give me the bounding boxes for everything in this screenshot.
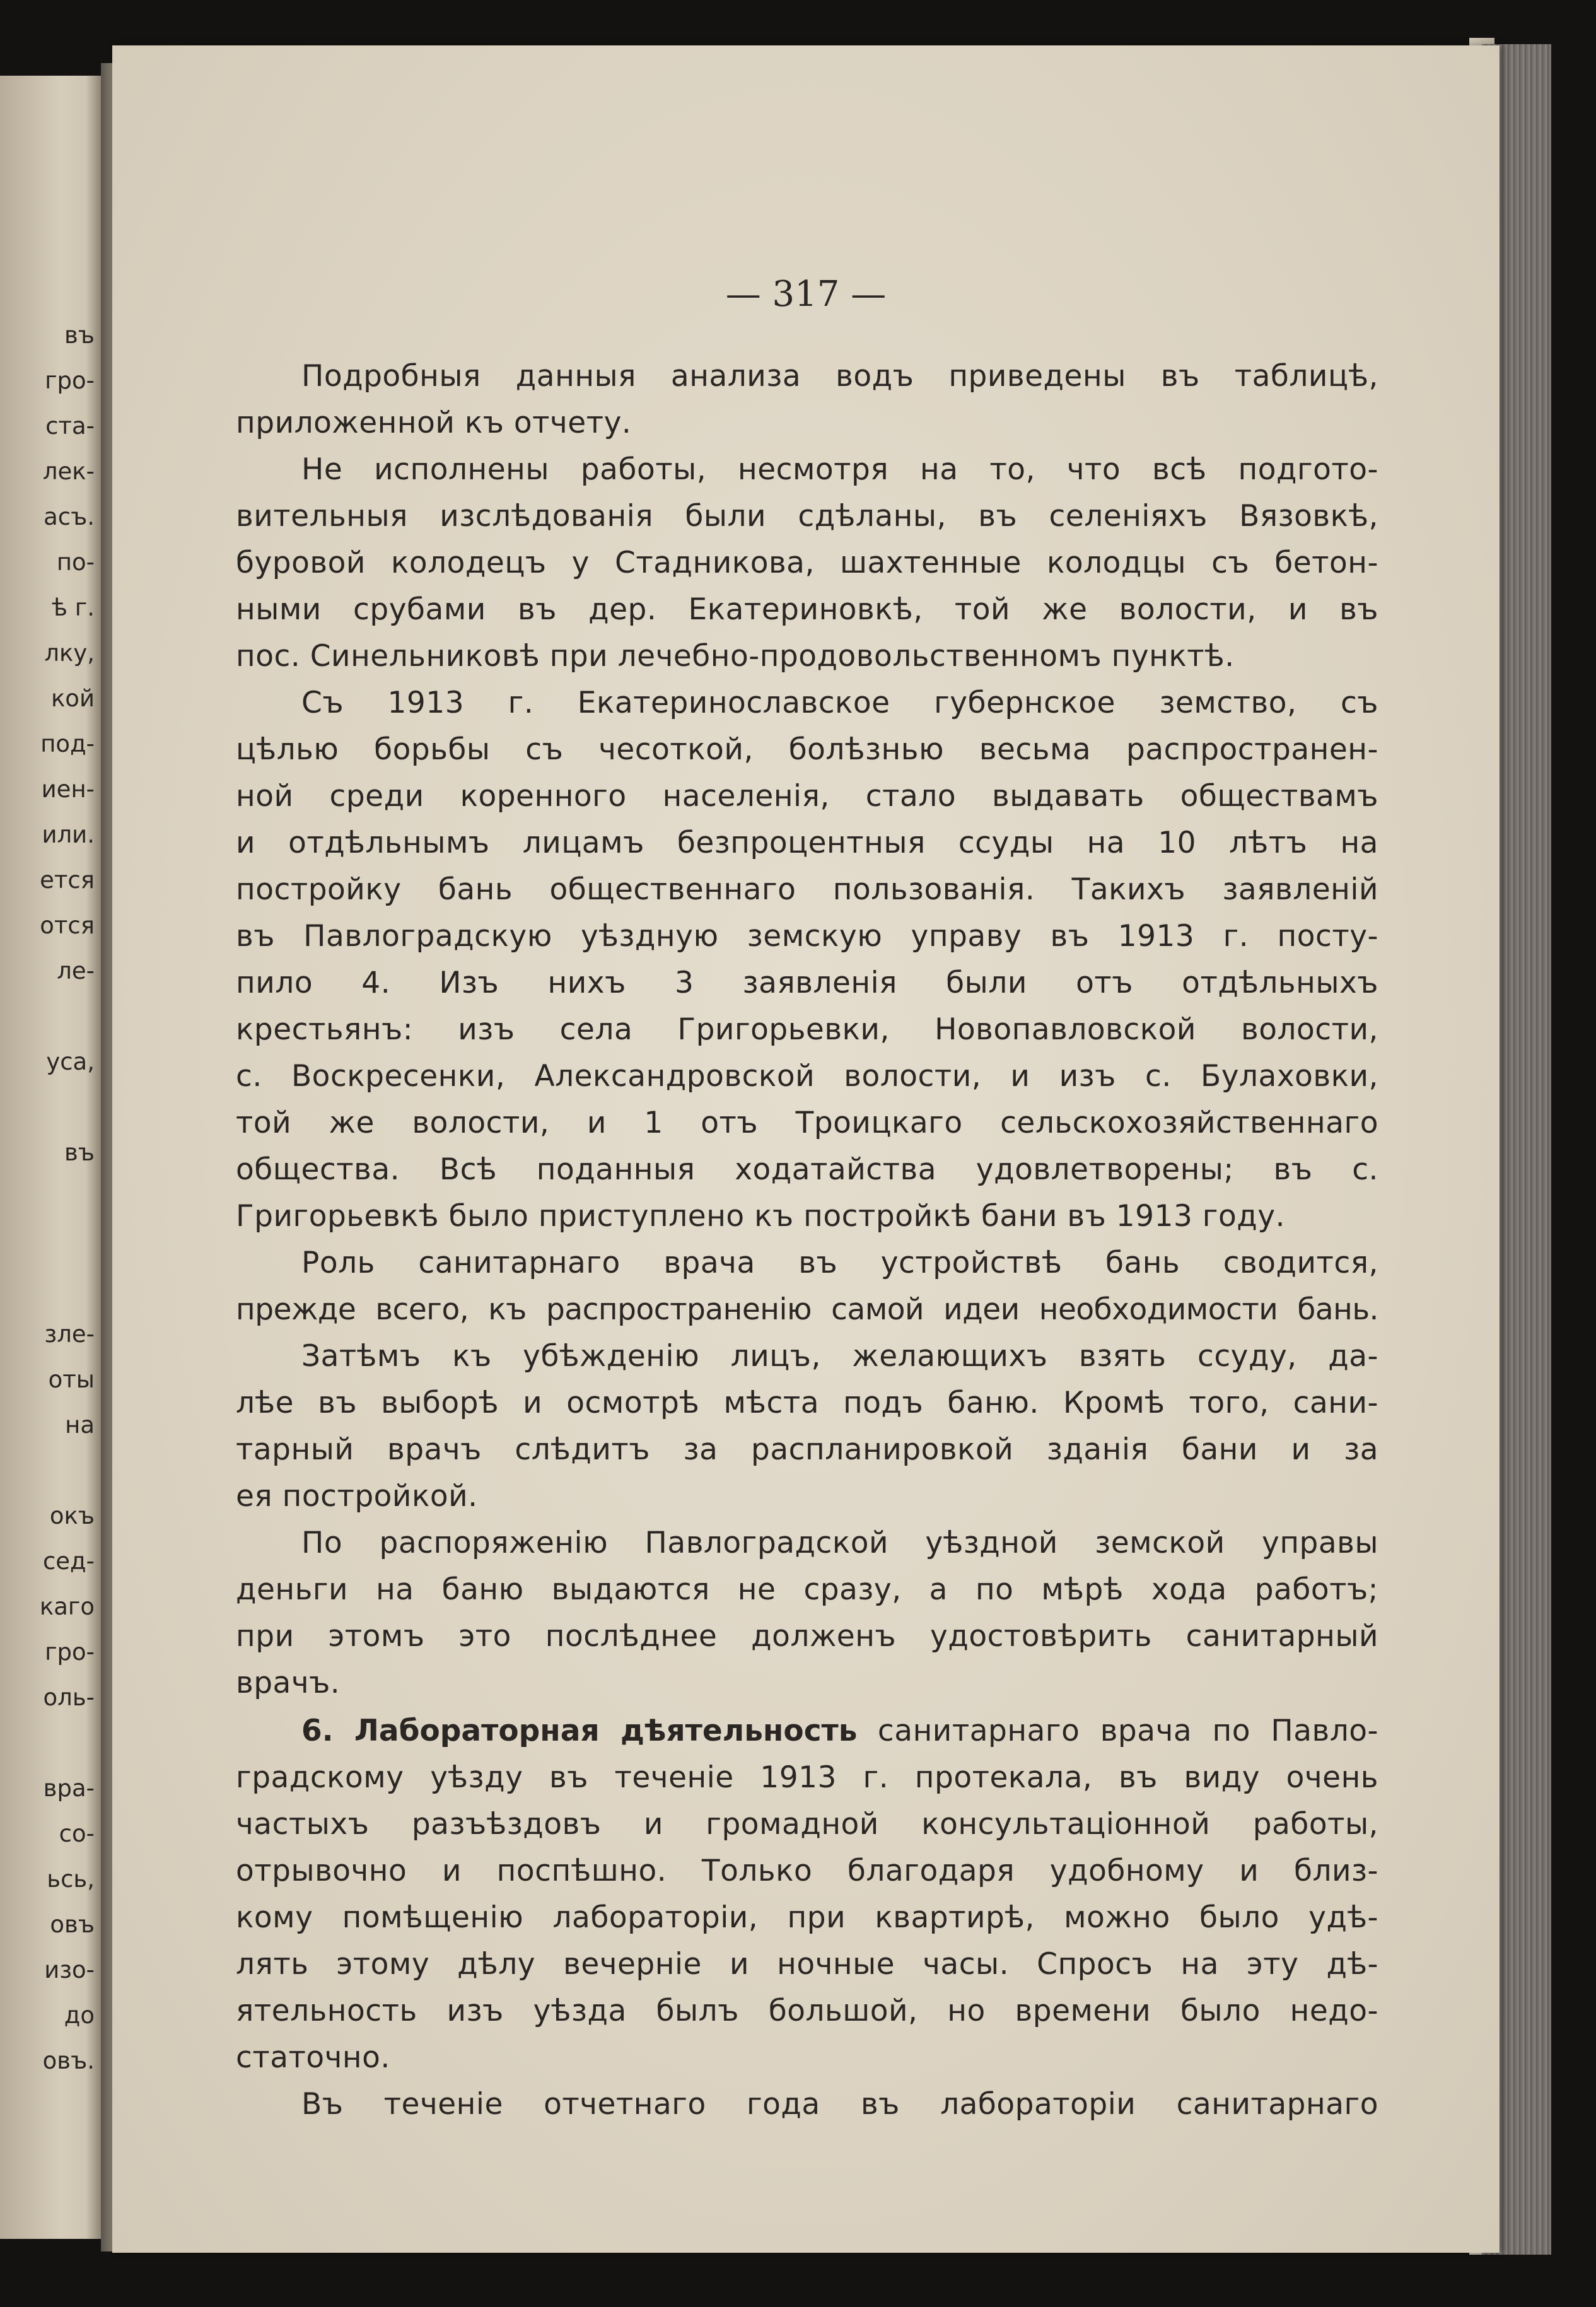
- text-line: лять этому дѣлу вечерніе и ночные часы. Спросъ на эту дѣ-: [236, 1947, 1378, 1982]
- left-fragment: ьсь,: [47, 1866, 95, 1893]
- text-line: той же волости, и 1 отъ Троицкаго сельскохозяйственнаго: [236, 1106, 1378, 1140]
- left-fragment: лку,: [44, 640, 95, 667]
- left-fragment: уса,: [46, 1048, 95, 1075]
- text-line: Не исполнены работы, несмотря на то, что всѣ подгото-: [301, 452, 1378, 487]
- text-line: деньги на баню выдаются не сразу, а по мѣрѣ хода работъ;: [236, 1572, 1378, 1607]
- left-fragment: ста-: [45, 412, 95, 440]
- text-line: с. Воскресенки, Александровской волости, и изъ с. Булаховки,: [236, 1059, 1378, 1094]
- text-line: градскому уѣзду въ теченіе 1913 г. протекала, въ виду очень: [236, 1760, 1378, 1795]
- section-heading-line: [301, 1709, 1378, 1753]
- text-line: ея постройкой.: [236, 1479, 478, 1514]
- text-line: крестьянъ: изъ села Григорьевки, Новопавловской волости,: [236, 1012, 1378, 1047]
- left-fragment: оль-: [43, 1684, 95, 1711]
- text-line: постройку бань общественнаго пользованія. Такихъ заявленій: [236, 872, 1378, 907]
- left-fragment: гро-: [45, 1638, 95, 1666]
- text-line: пос. Синельниковѣ при лечебно-продовольственномъ пунктѣ.: [236, 639, 1235, 674]
- left-fragment: на: [65, 1411, 95, 1439]
- left-fragment: ѣ г.: [52, 594, 95, 621]
- left-fragment: овъ.: [42, 2047, 95, 2074]
- text-line: цѣлью борьбы съ чесоткой, болѣзнью весьма распространен-: [236, 732, 1378, 767]
- left-fragment: иен-: [41, 776, 95, 803]
- text-line: ной среди коренного населенія, стало выдавать обществамъ: [236, 779, 1378, 814]
- text-line: лѣе въ выборѣ и осмотрѣ мѣста подъ баню. Кромѣ того, сани-: [236, 1386, 1378, 1420]
- left-fragment: асъ.: [44, 503, 95, 530]
- left-fragment: изо-: [44, 1956, 95, 1983]
- text-line: отрывочно и поспѣшно. Только благодаря удобному и близ-: [236, 1854, 1378, 1888]
- text-line: Съ 1913 г. Екатеринославское губернское земство, съ: [301, 686, 1378, 720]
- text-line: По распоряженію Павлоградской уѣздной земской управы: [301, 1526, 1378, 1560]
- text-line: пило 4. Изъ нихъ 3 заявленія были отъ отдѣльныхъ: [236, 966, 1378, 1000]
- text-line: частыхъ разъѣздовъ и громадной консультаціонной работы,: [236, 1807, 1378, 1842]
- text-line: буровой колодецъ у Стадникова, шахтенные колодцы съ бетон-: [236, 546, 1378, 580]
- left-fragment: каго: [39, 1593, 95, 1620]
- left-fragment: гро-: [45, 367, 95, 394]
- page-number: — 317 —: [725, 274, 887, 315]
- left-fragment: со-: [59, 1820, 95, 1847]
- text-line: въ Павлоградскую уѣздную земскую управу въ 1913 г. посту-: [236, 919, 1378, 954]
- text-line: общества. Всѣ поданныя ходатайства удовлетворены; въ с.: [236, 1152, 1378, 1187]
- left-fragment: лек-: [42, 458, 95, 485]
- left-fragment: окъ: [49, 1502, 95, 1529]
- section-heading: 6. Лабораторная дѣятельность: [301, 1714, 858, 1748]
- text-line: кому помѣщенію лабораторіи, при квартирѣ, можно было удѣ-: [236, 1900, 1378, 1935]
- left-fragment: кой: [50, 685, 95, 712]
- text-line: и отдѣльнымъ лицамъ безпроцентныя ссуды на 10 лѣтъ на: [236, 826, 1378, 860]
- text-line: Роль санитарнаго врача въ устройствѣ бань сводится,: [301, 1246, 1378, 1280]
- text-line: статочно.: [236, 2040, 390, 2075]
- text-span: санитарнаго врача по Павло-: [857, 1714, 1379, 1748]
- left-fragment: до: [64, 2002, 95, 2029]
- book-page: [112, 45, 1500, 2253]
- text-line: Подробныя данныя анализа водъ приведены въ таблицѣ,: [301, 359, 1378, 394]
- left-fragment: зле-: [44, 1321, 95, 1348]
- text-line: Въ теченіе отчетнаго года въ лабораторіи санитарнаго: [301, 2087, 1378, 2122]
- text-line: прежде всего, къ распространенію самой идеи необходимости бань.: [236, 1292, 1378, 1327]
- left-fragment: сед-: [42, 1548, 95, 1575]
- text-line: Затѣмъ къ убѣжденію лицъ, желающихъ взять ссуду, да-: [301, 1339, 1378, 1374]
- left-fragment: ется: [40, 867, 95, 894]
- left-fragment: по-: [56, 549, 95, 576]
- text-line: Григорьевкѣ было приступлено къ постройкѣ бани въ 1913 году.: [236, 1199, 1286, 1234]
- left-fragment: вра-: [43, 1775, 95, 1802]
- text-line: вительныя изслѣдованія были сдѣланы, въ селеніяхъ Вязовкѣ,: [236, 499, 1378, 534]
- left-fragment: въ: [64, 322, 95, 349]
- text-line: врачъ.: [236, 1666, 341, 1700]
- text-line: при этомъ это послѣднее долженъ удостовѣрить санитарный: [236, 1619, 1378, 1654]
- left-fragment: или.: [42, 821, 95, 848]
- left-fragment: отся: [40, 912, 95, 939]
- left-fragment: ле-: [57, 957, 95, 984]
- text-line: ятельность изъ уѣзда былъ большой, но времени было недо-: [236, 1994, 1378, 2028]
- text-line: приложенной къ отчету.: [236, 406, 632, 440]
- left-fragment: овъ: [50, 1911, 95, 1938]
- left-fragment: въ: [64, 1139, 95, 1166]
- text-line: ными срубами въ дер. Екатериновкѣ, той же волости, и въ: [236, 592, 1378, 627]
- left-fragment: оты: [48, 1366, 95, 1393]
- text-line: тарный врачъ слѣдитъ за распланировкой зданія бани и за: [236, 1432, 1378, 1467]
- left-fragment: под-: [40, 730, 95, 757]
